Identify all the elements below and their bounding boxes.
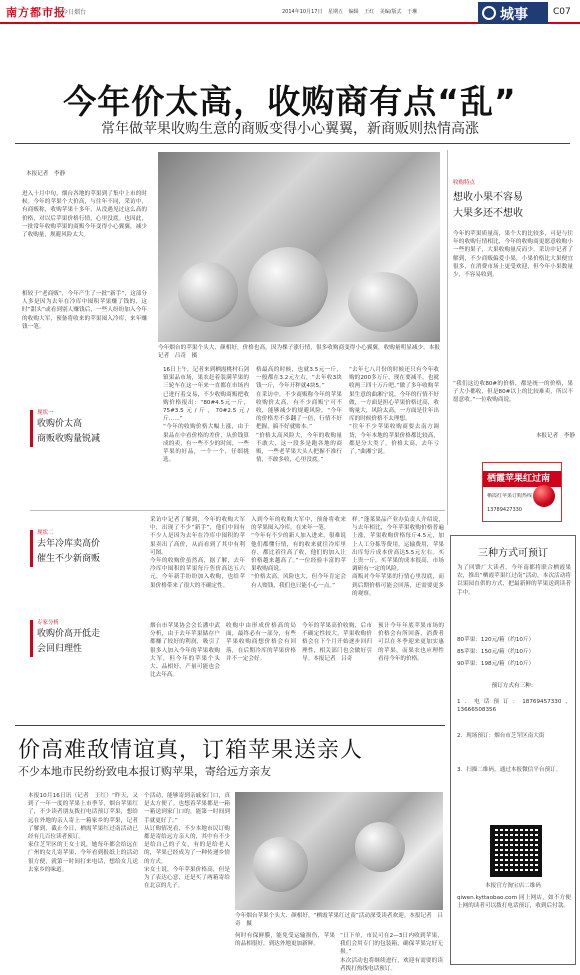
divider: [15, 725, 445, 726]
paragraph: “去年七八月份的时候还只有今年收购的200多万斤，现在要减半，也就收两三四十万斤吧。”做了多年收购苹果生意的曲湘宁说，今年的行情不好做，一方面是担心苹果价格过高，收购量大，风险太高，一方面是往年出库的时候价格不太理想。: [349, 367, 439, 423]
paragraph: “今年的收购价格大幅上涨，由于果品在中看价格的差价，从价钱算成的卖，有一些不少的时间，一些苹果的好品，一个一个，仔细挑选。: [163, 424, 249, 464]
sidebar-title: [453, 190, 577, 222]
paragraph: 何时有保鲜膜，能免受运输损伤，苹果的品相很好，到达外地更加新鲜。: [235, 933, 335, 948]
paragraph: “价格太高风险大，今年的收购量不敢大，这一段多是跑各地的商贩，一些老苹果大头人把握不准行情，不敢多收，心里没底。”: [256, 432, 342, 464]
issue-meta: 2014年10月17日 星期五 编辑 王红 美编/版式 于琳: [282, 9, 418, 15]
story2-col-1: [28, 792, 138, 970]
body-col-3: [349, 366, 439, 506]
kicker-status-2: [30, 530, 140, 567]
story2-subhead: 不少本地市民纷纷致电本报订购苹果，寄给远方亲友: [18, 765, 271, 778]
story2-col-4: [340, 932, 443, 972]
divider: [15, 143, 570, 144]
mid-col-1: [150, 516, 245, 616]
sidebar-body-2: “我们这边收80#的价格，都是统一的价格，果子大小都收，但是80#以上的比较难卖，所以不愿意收。”一位收购商说。: [453, 381, 573, 404]
mid-col-3: [352, 516, 444, 616]
paragraph: “往年不少苹果收购商要去南方调货，今年本地的苹果价格都比较高，都是分大类了，价格太高，去年亏了。”曲湘宁说。: [349, 424, 439, 456]
kicker-tag: 专家分析: [37, 620, 60, 626]
photo-caption: 今年烟台的苹果个头大、颜相好，价格也高，因为棵子涨行情，很多收购商变得小心翼翼，收购量明显减少。本报记者 吕奇 摄: [158, 345, 440, 360]
order-box: [450, 535, 576, 965]
order-price-2: 85苹果：150元/箱（约10斤）: [457, 649, 535, 655]
page-subhead: 常年做苹果收购生意的商贩变得小心翼翼，新商贩则热情高涨: [101, 121, 479, 137]
paragraph: 商贩对今年苹果的行情心里没底，而到后期价格可能会回落，还需要更多的观察。: [352, 574, 444, 597]
body-col-1: [163, 366, 249, 506]
paragraph: 在采访中，不少商贩称今年的苹果收购价太高，有不少商贩宁可不收，能够减少的规避风险。“今年的价格差不多翻了一倍，行情不好把握，搞不好就赔本。”: [256, 391, 342, 431]
lead-paragraph-2: 相较于“老商贩”，今年产生了一批“新手”，这部分人多是因为去年在冷库中囤积苹果赚了钱的，这时“甜头”或看到别人赚钱后，一些人纷纷加入今年的收购大军，预备将收来的苹果囤入冷库，来年赚钱一笔。: [22, 291, 147, 330]
kicker-tag: 现状一: [37, 410, 54, 416]
order-way-2: 2．现场预订：烟台市芝罘区南大街: [457, 733, 545, 739]
apple-icon: [533, 485, 555, 507]
sidebar-kicker: 收购特点: [453, 180, 476, 186]
page-number: C07: [553, 7, 571, 17]
paragraph: 16日上午，记者来到栖霞桃村石剑镇果品市场，果农赶着装满苹果的三轮车在这一年来一直都在市场内已进行着交易，不少收购商贩把收购价格报出：“80#4.5元一斤，75#3.5元/斤，70#2.5元/斤……”: [163, 367, 249, 423]
promo-small: 栖霞红苹果订购热线: [487, 493, 533, 499]
column-rule: [447, 150, 448, 525]
order-way-3: 3．扫描二维码，通过本报微信平台预订。: [457, 767, 562, 773]
divider: [30, 510, 445, 511]
order-tail: qiwen.kyttaobao.com 同上网店，如不方便上网的读者可以拨打电话预订，收到后付款。: [457, 895, 571, 910]
kicker-expert: [30, 620, 140, 657]
apple-icon: [253, 837, 308, 892]
paragraph: “日下单，市民可在2—3日内收到苹果，我们会用专门的包装箱，确保苹果完好无损。”: [340, 933, 443, 956]
paragraph: 本报10月16日讯（记者 王红）“昨天，又到了一年一度的苹果上市季节，烟台苹果红了，不少读者朋友拨打电话预订苹果，想给远在外地的亲人寄上一箱家乡的苹果，记者了解到，截止今日，栖霞苹果红过南活动已经有几百位读者预订。: [28, 793, 138, 841]
promo-band: 栖霞苹果红过南: [483, 471, 561, 487]
order-ways-title: 预订方式有三种：: [491, 683, 537, 689]
order-title: 三种方式可预订: [478, 548, 548, 559]
paragraph: 家住芝罘区的王女士说，她每年都会给远在广州的女儿寄苹果，今年看到报纸上的活动很方便，就第一时间打来电话，想给女儿送去家乡的味道。: [28, 842, 138, 873]
expert-col-4: 预计今年年底苹果市场的价格会有所回落，消费者可以在冬季迎来更加实惠的苹果，而果农也应理性看待今年的价格。: [378, 623, 444, 662]
edition-label: 今日烟台: [62, 9, 87, 16]
paragraph: 个活动，能够寄到亲戚家门口，真是太方便了。也想着苹果都是一箱一箱送到家门口的，能第一时间到手就更好了。”: [144, 793, 230, 824]
story2-photo-caption: 今年烟台苹果个头大、颜相好，“栖霞苹果红过南”活动深受读者欢迎。本报记者 吕奇 摄: [235, 913, 443, 928]
newspaper-logo: 南方都市报: [6, 6, 66, 19]
paragraph: 格最高的时候，也就3.5元一斤，一般都在3.2元左右，“去年收3块钱一斤，今年开秤就4块5。”: [256, 367, 342, 390]
section-label: 城事: [500, 7, 528, 23]
apple-market-photo: [158, 152, 440, 342]
section-tab: [478, 2, 548, 24]
paragraph: 今年的收购价虽然高，据了解，去年冷库中囤积的苹果每斤售价高达五六元，今年新手纷纷加入收购，也给苹果价格带来了很大的不确定性。: [150, 558, 245, 589]
expert-col-1: 烟台市苹果协会会长潘中武分析，由于去年苹果储存户都赚了较好的利润，吸引了很多人加入今年的苹果收购大军，但今年的苹果个头大、品相好，产量可能也会比去年高。: [150, 623, 220, 679]
camera-circle-icon: [482, 6, 496, 20]
order-price-1: 80苹果：120元/箱（约10斤）: [457, 637, 535, 643]
sidebar-byline: 本报记者 李静: [535, 433, 575, 439]
apple-icon: [248, 247, 328, 327]
order-intro: 为了回馈广大读者，今年南都将联合栖霞果农，推出“栖霞苹果红过南”活动，本次活动将以果园直供的方式，把最新鲜的苹果送到读者手中。: [457, 565, 571, 596]
apple-icon: [178, 262, 238, 322]
page-headline: 今年价太高，收购商有点“乱”: [63, 82, 517, 121]
kicker-text: 收购价高开低走 会回归理性: [37, 629, 101, 654]
paragraph: 宋女士说，今年苹果价格高，但是为了表达心意，还是买了两箱寄给在北京的儿子。: [144, 866, 230, 890]
paragraph: 采访中记者了解到，今年的收购大军中，出现了不少“新手”，他们中间有不少人是因为去年在冷库中囤积的苹果卖出了高价，从而看到了其中有利可图。: [150, 517, 245, 556]
kicker-text: 收购价太高 商贩收购量锐减: [37, 419, 101, 444]
story2-col-3: [235, 932, 335, 972]
order-way-1: 1．电话预订：18769457330、13666508356: [457, 699, 571, 714]
expert-col-3: 今年的苹果高价收购，后市不确定性较大，苹果收购价格会在下个月开始逐步回归理性，相关部门也会做好引导。本报记者 吕奇: [302, 623, 372, 662]
story2-headline: 价高难敌情谊真，订箱苹果送亲人: [18, 738, 364, 763]
order-price-3: 90苹果：198元/箱（约10斤）: [457, 661, 535, 667]
sidebar-body: 今年的苹果质量高，果个大的比较多，可是与往年的收购行情相比，今年的收购商更愿意收购小一些的果子，大果收购量反而少。采访中记者了解到，不少商贩偏爱小果，小果价格比大果便宜很多，在消费市场上更受欢迎，但今年小果数量少，不容易收到。: [453, 231, 573, 279]
qr-caption: 本报官方淘宝店二维码: [485, 883, 541, 889]
story2-col-2: [144, 792, 230, 970]
paragraph: 样。”蓬莱果品产业办负责人介绍说，与去年相比，今年苹果收购价格普遍上涨，苹果收购价格每斤4.5元，加上人工分拣等费用，运输费用，苹果出库每斤成本价高达5.5元左右。买上贵一斤，买苹果的成本很高，市场调研有一定的风险。: [352, 517, 444, 573]
promo-phone: 13789427330: [487, 507, 522, 513]
sidebar-title-text: 想收小果不容易 大果多还不想收: [453, 192, 523, 219]
qr-code-icon[interactable]: [490, 825, 542, 877]
apple-icon: [348, 272, 418, 332]
body-col-2: [256, 366, 342, 506]
expert-col-2: 收购中由形成价格高的局面，最终必有一部分，有些苹果收购商想价格会有回落，在后期冷库的苹果价格并不一定会好。: [226, 623, 296, 662]
mid-col-2: [251, 516, 346, 616]
apple-icon: [355, 822, 405, 872]
paragraph: “今年有不少的新人加入进来，很难说他们都懂行情，有的收来就往冷库里存，都比着往高了收，他们的加入让价格越来越高了。”一位经验丰富的苹果收购商说。: [251, 533, 346, 573]
paragraph: “价格太高，风险也大，但今年肯定会有人赔钱，我们也只能小心一点。”: [251, 574, 346, 589]
reader-apple-photo: [235, 792, 443, 910]
byline: 本报记者 李静: [26, 171, 66, 177]
kicker-tag: 现状二: [37, 530, 54, 536]
kicker-status-1: [30, 410, 140, 447]
lead-paragraph: 进入十月中旬，烟台各地的苹果到了集中上市的时候。今年的苹果个大价高，与往年不同，采访中，有商贩称，收购苹果十多年，从没遇见过这么高的价格，对以后苹果价格行情，心里没底。也因此，一批常年收购苹果的商贩今年变得小心翼翼，减少了收购量，规避风险太大。: [22, 191, 147, 239]
promo-ad: [482, 462, 562, 522]
paragraph: 从订购情况看，不少本地市民订购都是寄给远方亲人的，其中有不少是给自己的子女，有的是给老人的，苹果已经成为了一种传递乡情的方式。: [144, 825, 230, 865]
paragraph: 入到今年的收购大军中，预备将收来的苹果囤入冷库，在来年一笔。: [251, 517, 346, 532]
kicker-text: 去年冷库卖高价 催生不少新商贩: [37, 539, 101, 564]
paragraph: 本次活动也将继续进行，欢迎有需要的读者拨打热线电话预订。: [340, 957, 443, 972]
